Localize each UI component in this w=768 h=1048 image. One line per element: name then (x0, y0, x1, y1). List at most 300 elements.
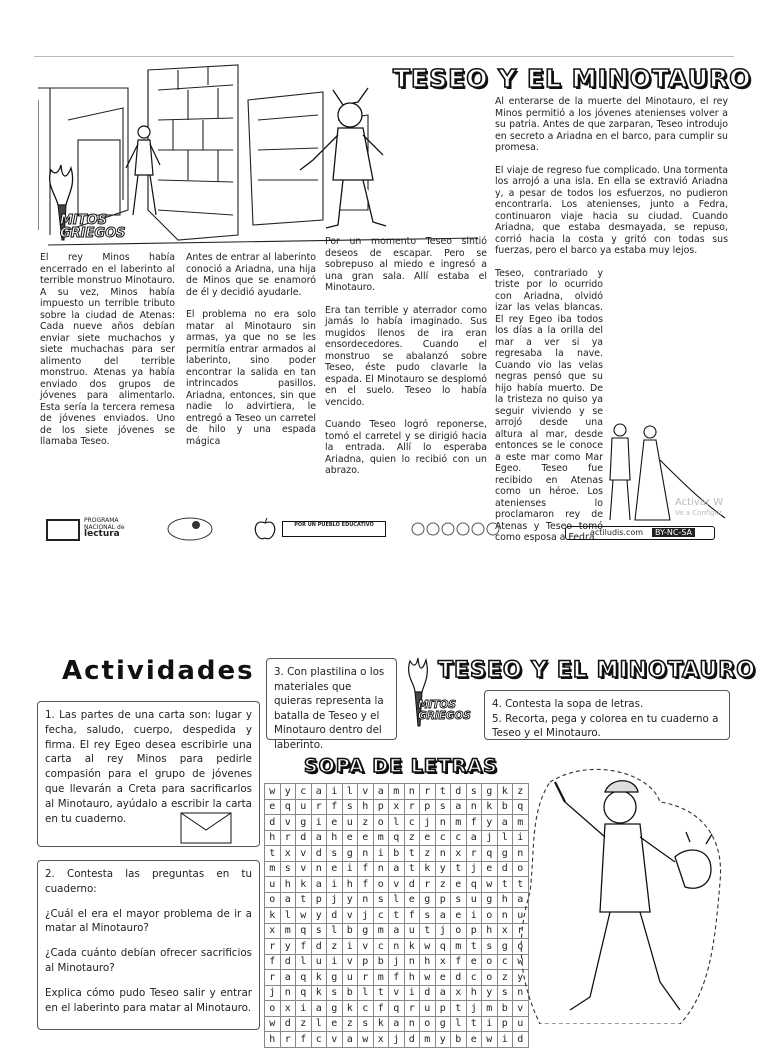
word-search-cell: e (327, 861, 343, 877)
word-search-cell: k (404, 939, 420, 955)
word-search-row (265, 815, 529, 831)
story-column-3 (325, 236, 487, 488)
word-search-cell: l (389, 892, 405, 908)
word-search-cell: q (389, 1001, 405, 1017)
word-search-cell: m (513, 815, 529, 831)
word-search-cell: c (311, 1032, 327, 1048)
word-search-cell: h (280, 877, 296, 893)
word-search-cell: o (513, 861, 529, 877)
word-search-cell: m (451, 939, 467, 955)
word-search-cell: b (497, 1001, 513, 1017)
word-search-cell: t (435, 784, 451, 800)
word-search-cell: i (342, 861, 358, 877)
word-search-cell: f (265, 954, 281, 970)
word-search-cell: z (420, 846, 436, 862)
word-search-cell: s (451, 892, 467, 908)
word-search-cell: f (389, 970, 405, 986)
word-search-cell: b (373, 954, 389, 970)
activity-question: ¿Cada cuánto debían ofrecer sacrificios al Minotauro? (45, 947, 252, 974)
activity-question: ¿Cuál el era el mayor problema de ir a matar al Minotauro? (45, 907, 252, 935)
word-search-cell: d (513, 1032, 529, 1048)
word-search-cell: e (404, 892, 420, 908)
word-search-cell: q (296, 985, 312, 1001)
word-search-cell: d (280, 954, 296, 970)
word-search-cell: l (311, 1016, 327, 1032)
word-search-cell: n (513, 985, 529, 1001)
word-search-cell: u (420, 1001, 436, 1017)
word-search-cell: k (482, 799, 498, 815)
word-search-cell: y (482, 985, 498, 1001)
word-search-cell: o (482, 908, 498, 924)
cuento-logo (166, 515, 214, 543)
word-search-cell: z (296, 1016, 312, 1032)
word-search-cell: s (373, 892, 389, 908)
story-paragraph: Teseo, contrariado y triste por lo ocurrido con Ariadna, olvidó izar las velas blancas. El rey Egeo iba todos los días a la orilla del mar a ver si ya regresaba la nave. Cuando vio las velas negras pensó que su hijo había muerto. De la tristeza no quiso ya seguir viviendo y se arrojó desde una altura al mar, desde entonces se le conoce a este mar como Mar Egeo. Teseo fue recibido en Atenas como un héroe. Los atenienses lo proclamaron rey de Atenas y Teseo tomó como esposa a Fedra. (495, 267, 603, 543)
word-search-cell: f (373, 1001, 389, 1017)
word-search-cell: g (435, 1016, 451, 1032)
word-search-cell: v (342, 954, 358, 970)
book-icon (46, 519, 80, 541)
word-search-cell: u (513, 908, 529, 924)
word-search-cell: d (420, 985, 436, 1001)
word-search-cell: l (497, 830, 513, 846)
word-search-cell: q (296, 970, 312, 986)
activity-text: 2. Contesta las preguntas en tu cuaderno: (45, 868, 252, 895)
word-search-cell: j (482, 830, 498, 846)
word-search-cell: l (280, 908, 296, 924)
word-search-cell: b (389, 846, 405, 862)
word-search-cell: v (342, 908, 358, 924)
word-search-cell: a (311, 1001, 327, 1017)
word-search-cell: t (404, 846, 420, 862)
word-search-cell: x (435, 954, 451, 970)
word-search-cell: u (404, 923, 420, 939)
word-search-cell: o (265, 892, 281, 908)
word-search-cell: v (296, 846, 312, 862)
word-search-cell: y (280, 784, 296, 800)
word-search-cell: a (342, 1032, 358, 1048)
word-search-cell: d (311, 939, 327, 955)
word-search-cell: e (420, 830, 436, 846)
activity-text: 4. Contesta la sopa de letras. (492, 698, 644, 710)
word-search-cell: s (311, 923, 327, 939)
word-search-cell: v (389, 985, 405, 1001)
word-search-cell: j (435, 923, 451, 939)
word-search-cell: v (358, 784, 374, 800)
word-search-cell: e (466, 954, 482, 970)
word-search-cell: x (389, 799, 405, 815)
word-search-cell: k (342, 1001, 358, 1017)
word-search-cell: g (420, 892, 436, 908)
word-search-cell: s (358, 1016, 374, 1032)
word-search-cell: l (389, 815, 405, 831)
word-search-cell: x (280, 846, 296, 862)
word-search-cell: p (435, 1001, 451, 1017)
word-search-cell: n (513, 846, 529, 862)
word-search-cell: w (482, 877, 498, 893)
word-search-cell: a (373, 784, 389, 800)
word-search-cell: j (265, 985, 281, 1001)
word-search-cell: s (327, 846, 343, 862)
word-search-cell: a (389, 923, 405, 939)
word-search-row (265, 784, 529, 800)
word-search-cell: f (404, 908, 420, 924)
word-search-cell: i (373, 846, 389, 862)
word-search-cell: j (358, 908, 374, 924)
activity-text: 3. Con plastilina o los materiales que quieras representa la batalla de Teseo y el Minotauro dentro del laberinto. (274, 666, 385, 751)
word-search-cell: g (497, 939, 513, 955)
word-search-cell: s (482, 939, 498, 955)
word-search-cell: w (420, 970, 436, 986)
word-search-cell: e (327, 815, 343, 831)
word-search-cell: p (497, 1016, 513, 1032)
word-search-cell: w (513, 954, 529, 970)
word-search-cell: b (451, 1032, 467, 1048)
word-search-cell: a (435, 908, 451, 924)
word-search-cell: j (466, 861, 482, 877)
story-paragraph: El viaje de regreso fue complicado. Una tormenta los arrojó a una isla. En ella se extravió Ariadna y, a pesar de todos los esfuerzos, no pudieron encontrarla. Los atenienses, junto a Fedra, continuaron viaje hacia su ciudad. Cuando Ariadna, que estaba desmayada, se repuso, corrió hacia la costa y gritó con todas sus fuerzas, pero el barco ya estaba muy lejos. (495, 164, 728, 256)
word-search-cell: k (373, 1016, 389, 1032)
word-search-cell: w (482, 1032, 498, 1048)
word-search-cell: t (420, 923, 436, 939)
word-search-cell: g (327, 970, 343, 986)
word-search-cell: n (389, 939, 405, 955)
word-search-cell: l (358, 985, 374, 1001)
site-label: actiludis.com (590, 528, 644, 537)
word-search-cell: p (435, 892, 451, 908)
word-search-cell: o (513, 939, 529, 955)
word-search-cell: w (265, 1016, 281, 1032)
activity-3-box (266, 658, 397, 751)
word-search-row (265, 830, 529, 846)
activity-text: 1. Las partes de una carta son: lugar y fecha, saludo, cuerpo, despedida y firma. El rey Egeo desea escribirle una carta al rey Minos para pedirle compasión para el grupo de jóvenes que llevarán a Creta para sacrificarlos al Minotauro, ayúdalo a escribir la carta en tu cuaderno. (45, 709, 252, 825)
word-search-cell: e (327, 1016, 343, 1032)
word-search-cell: t (451, 861, 467, 877)
word-search-cell: d (311, 846, 327, 862)
word-search-cell: m (265, 861, 281, 877)
word-search-cell: h (358, 799, 374, 815)
page-title: TESEO Y EL MINOTAURO (393, 64, 752, 93)
word-search-cell: o (265, 1001, 281, 1017)
word-search-cell: i (466, 908, 482, 924)
word-search-cell: n (373, 861, 389, 877)
word-search-cell: g (327, 1001, 343, 1017)
logo-text: NACIONAL de (84, 524, 125, 531)
word-search-cell: o (482, 954, 498, 970)
word-search-cell: m (373, 830, 389, 846)
word-search-cell: n (404, 954, 420, 970)
word-search-cell: t (466, 939, 482, 955)
word-search-cell: l (296, 954, 312, 970)
word-search-cell: n (435, 846, 451, 862)
word-search-cell: u (265, 877, 281, 893)
word-search-cell: c (296, 784, 312, 800)
word-search-cell: j (389, 954, 405, 970)
word-search-cell: g (358, 923, 374, 939)
story-paragraph: Cuando Teseo logró reponerse, tomó el carretel y se dirigió hacia la entrada. Allí lo esperaba Ariadna, quien lo recibió con un abrazo. (325, 419, 487, 476)
mitos-griegos-label: MITOS GRIEGOS (60, 213, 126, 241)
word-search-cell: t (451, 1001, 467, 1017)
word-search-cell: e (466, 1032, 482, 1048)
actiludis-badge (565, 526, 715, 540)
word-search-cell: o (373, 877, 389, 893)
word-search-row (265, 1032, 529, 1048)
word-search-cell: m (420, 1032, 436, 1048)
word-search-cell: s (466, 784, 482, 800)
word-search-cell: e (265, 799, 281, 815)
word-search-cell: i (296, 1001, 312, 1017)
word-search-cell: d (451, 970, 467, 986)
word-search-cell: v (358, 939, 374, 955)
word-search-cell: r (404, 1001, 420, 1017)
word-search-cell: g (482, 784, 498, 800)
word-search-cell: p (311, 892, 327, 908)
word-search-cell: y (482, 815, 498, 831)
word-search-cell: z (404, 830, 420, 846)
word-search-row (265, 939, 529, 955)
word-search-cell: d (497, 861, 513, 877)
word-search-row (265, 908, 529, 924)
word-search-cell: h (265, 1032, 281, 1048)
word-search-cell: j (420, 815, 436, 831)
word-search-cell: j (327, 892, 343, 908)
word-search-cell: p (373, 799, 389, 815)
word-search-cell: k (265, 908, 281, 924)
word-search-cell: d (451, 784, 467, 800)
word-search-cell: z (497, 970, 513, 986)
mitos-griegos-label: MITOS GRIEGOS (418, 699, 471, 722)
word-search-cell: a (311, 784, 327, 800)
word-search-cell: k (296, 877, 312, 893)
word-search-cell: o (373, 815, 389, 831)
word-search-cell: s (327, 985, 343, 1001)
word-search-cell: h (420, 954, 436, 970)
word-search-cell: z (342, 1016, 358, 1032)
word-search-cell: w (420, 939, 436, 955)
word-search-cell: g (482, 892, 498, 908)
word-search-cell: d (404, 1032, 420, 1048)
word-search-cell: q (435, 939, 451, 955)
word-search-cell: n (404, 784, 420, 800)
word-search-cell: e (451, 877, 467, 893)
activity-1-box (37, 701, 260, 847)
story-paragraph: El problema no era solo matar al Minotauro sin armas, ya que no se les permitía entrar armados al laberinto, sino poder encontrar la salida en tan intrincados pasillos. Ariadna, entonces, sin que nadie lo advirtiera, le entregó a Teseo un carretel de hilo y una espada mágica (186, 309, 316, 447)
activity-2-box (37, 860, 260, 1030)
word-search-cell: s (420, 908, 436, 924)
activity-4-5-box (484, 690, 730, 740)
word-search-cell: x (497, 923, 513, 939)
word-search-cell: f (358, 877, 374, 893)
word-search-cell: e (358, 830, 374, 846)
teseo-vs-minotauro-cutout (510, 762, 732, 1024)
word-search-cell: d (280, 1016, 296, 1032)
word-search-cell: i (513, 830, 529, 846)
word-search-row (265, 799, 529, 815)
word-search-cell: n (435, 815, 451, 831)
word-search-cell: g (497, 846, 513, 862)
word-search-cell: a (497, 815, 513, 831)
license-label: BY-NC-SA (652, 528, 695, 537)
word-search-cell: a (311, 830, 327, 846)
word-search-cell: a (389, 1016, 405, 1032)
word-search-cell: a (280, 970, 296, 986)
kids-logo (408, 517, 503, 541)
word-search-cell: y (435, 861, 451, 877)
word-search-cell: o (420, 1016, 436, 1032)
word-search-row (265, 846, 529, 862)
word-search-row (265, 923, 529, 939)
word-search-cell: w (296, 908, 312, 924)
word-search-cell: i (327, 877, 343, 893)
word-search-cell: f (466, 815, 482, 831)
word-search-cell: i (404, 985, 420, 1001)
word-search-cell: a (280, 892, 296, 908)
word-search-cell: d (296, 830, 312, 846)
word-search-cell: y (280, 939, 296, 955)
logo-text: PROGRAMA (84, 517, 119, 524)
page-title: TESEO Y EL MINOTAURO (438, 658, 756, 683)
word-search-cell: o (482, 970, 498, 986)
word-search-cell: e (482, 861, 498, 877)
word-search-cell: r (466, 846, 482, 862)
word-search-row (265, 970, 529, 986)
word-search-cell: q (513, 799, 529, 815)
word-search-cell: i (497, 1032, 513, 1048)
word-search-cell: c (373, 939, 389, 955)
word-search-cell: b (342, 923, 358, 939)
activity-question: Explica cómo pudo Teseo salir y entrar en el laberinto para matar al Minotauro. (45, 986, 252, 1014)
word-search-cell: p (358, 954, 374, 970)
word-search-cell: l (451, 1016, 467, 1032)
word-search-cell: q (466, 877, 482, 893)
word-search-cell: g (296, 815, 312, 831)
word-search-cell: k (420, 861, 436, 877)
word-search-grid (264, 783, 529, 1048)
word-search-cell: d (327, 908, 343, 924)
word-search-cell: x (373, 1032, 389, 1048)
word-search-cell: i (327, 954, 343, 970)
word-search-cell: l (327, 923, 343, 939)
word-search-cell: r (311, 799, 327, 815)
word-search-row (265, 954, 529, 970)
word-search-cell: h (466, 985, 482, 1001)
word-search-cell: r (420, 877, 436, 893)
word-search-cell: q (280, 799, 296, 815)
activities-title: Actividades (62, 656, 255, 686)
word-search-cell: x (451, 846, 467, 862)
word-search-cell: t (497, 877, 513, 893)
word-search-cell: y (435, 1032, 451, 1048)
logo-text: lectura (84, 529, 120, 539)
word-search-cell: h (342, 877, 358, 893)
word-search-cell: m (373, 970, 389, 986)
story-column-1 (40, 252, 175, 459)
word-search-cell: g (342, 846, 358, 862)
word-search-cell: h (327, 830, 343, 846)
word-search-cell: j (389, 1032, 405, 1048)
word-search-cell: h (265, 830, 281, 846)
word-search-cell: r (420, 784, 436, 800)
word-search-cell: h (482, 923, 498, 939)
word-search-cell: t (265, 846, 281, 862)
word-search-row (265, 985, 529, 1001)
word-search-cell: w (358, 1032, 374, 1048)
story-column-2 (186, 252, 316, 458)
word-search-cell: y (311, 908, 327, 924)
word-search-cell: s (435, 799, 451, 815)
word-search-cell: i (327, 784, 343, 800)
apple-icon (252, 517, 278, 541)
word-search-cell: h (404, 970, 420, 986)
word-search-cell: c (435, 830, 451, 846)
word-search-cell: m (482, 1001, 498, 1017)
word-search-cell: x (265, 923, 281, 939)
word-search-cell: r (280, 830, 296, 846)
word-search-row (265, 877, 529, 893)
word-search-cell: z (513, 784, 529, 800)
logo-text: POR UN PUEBLO EDUCATIVO (282, 521, 386, 537)
word-search-cell: e (451, 908, 467, 924)
word-search-cell: z (358, 815, 374, 831)
word-search-cell: a (389, 861, 405, 877)
activity-text: 5. Recorta, pega y colorea en tu cuaderno a Teseo y el Minotauro. (492, 712, 719, 739)
word-search-cell: v (280, 815, 296, 831)
minotaur-figure (300, 88, 386, 228)
word-search-cell: f (296, 1032, 312, 1048)
word-search-cell: f (451, 954, 467, 970)
word-search-cell: r (404, 799, 420, 815)
word-search-row (265, 892, 529, 908)
word-search-cell: i (482, 1016, 498, 1032)
word-search-cell: r (358, 970, 374, 986)
word-search-cell: c (466, 970, 482, 986)
word-search-cell: s (342, 799, 358, 815)
word-search-cell: z (327, 939, 343, 955)
word-search-cell: s (497, 985, 513, 1001)
word-search-cell: b (497, 799, 513, 815)
word-search-cell: y (342, 892, 358, 908)
word-search-cell: o (451, 923, 467, 939)
word-search-cell: u (296, 799, 312, 815)
word-search-cell: f (358, 861, 374, 877)
story-paragraph: Era tan terrible y aterrador como jamás lo había imaginado. Sus mugidos llenos de ira eran ensordecedores. Cuando el monstruo se abalanzó sobre Teseo, éste pudo clavarle la espada. El Minotauro se desplomó en el suelo. Teseo lo había vencido. (325, 304, 487, 408)
word-search-cell: n (404, 1016, 420, 1032)
word-search-cell: m (389, 784, 405, 800)
word-search-cell: c (373, 908, 389, 924)
word-search-cell: v (389, 877, 405, 893)
watermark-line: Activar W (675, 497, 724, 508)
mitos-griegos-logo (36, 160, 146, 250)
word-search-cell: c (404, 815, 420, 831)
word-search-cell: t (373, 985, 389, 1001)
word-search-cell: q (482, 846, 498, 862)
word-search-cell: t (404, 861, 420, 877)
word-search-cell: u (311, 954, 327, 970)
word-search-cell: x (451, 985, 467, 1001)
word-search-cell: n (358, 892, 374, 908)
word-search-cell: d (265, 815, 281, 831)
word-search-cell: h (497, 892, 513, 908)
word-search-cell: r (280, 1032, 296, 1048)
word-search-cell: r (265, 939, 281, 955)
word-search-cell: n (280, 985, 296, 1001)
top-divider (34, 56, 734, 57)
word-search-cell: t (389, 908, 405, 924)
word-search-cell: s (280, 861, 296, 877)
word-search-cell: a (466, 830, 482, 846)
word-search-cell: m (280, 923, 296, 939)
word-search-cell: d (404, 877, 420, 893)
